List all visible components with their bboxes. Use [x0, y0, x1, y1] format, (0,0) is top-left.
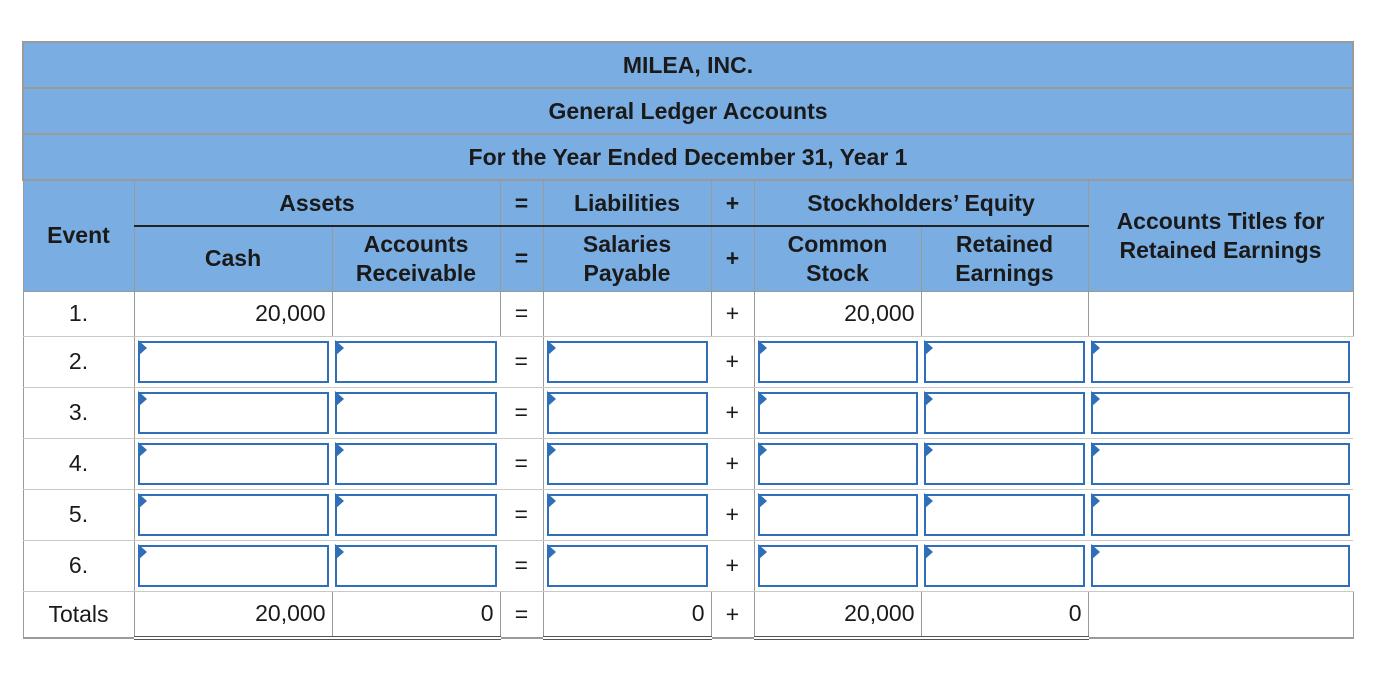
input-marker-icon	[924, 340, 933, 356]
input-marker-icon	[924, 442, 933, 458]
cash-input[interactable]	[134, 387, 332, 438]
table-row	[23, 540, 1353, 591]
equals-sign: =	[500, 591, 543, 638]
total-cash: 20,000	[134, 591, 332, 638]
common-stock-input[interactable]	[754, 489, 921, 540]
retained-earnings-input[interactable]	[921, 438, 1088, 489]
total-common-stock: 20,000	[754, 591, 921, 638]
event-header: Event	[23, 180, 134, 291]
equals-sign: =	[500, 291, 543, 336]
cash-input[interactable]	[134, 489, 332, 540]
ar-input[interactable]	[332, 387, 500, 438]
event-label: 1.	[23, 291, 134, 336]
plus-sign: +	[711, 387, 754, 438]
cash-header: Cash	[134, 226, 332, 291]
liabilities-header: Liabilities	[543, 180, 711, 226]
event-label: 5.	[23, 489, 134, 540]
input-marker-icon	[547, 340, 556, 356]
input-marker-icon	[1091, 493, 1100, 509]
salaries-payable-input[interactable]	[543, 336, 711, 387]
equals-sign: =	[500, 387, 543, 438]
account-title-cell	[1088, 291, 1353, 336]
input-marker-icon	[1091, 544, 1100, 560]
input-marker-icon	[335, 391, 344, 407]
equals-sign: =	[500, 438, 543, 489]
retained-earnings-input[interactable]	[921, 387, 1088, 438]
table-row	[23, 489, 1353, 540]
retained-earnings-input[interactable]	[921, 336, 1088, 387]
total-salaries-payable: 0	[543, 591, 711, 638]
general-ledger-table	[22, 41, 1352, 640]
account-title-select[interactable]	[1088, 540, 1353, 591]
equals-sign: =	[500, 489, 543, 540]
input-marker-icon	[547, 391, 556, 407]
input-marker-icon	[335, 340, 344, 356]
event-label: 4.	[23, 438, 134, 489]
cash-input[interactable]	[134, 540, 332, 591]
input-marker-icon	[138, 442, 147, 458]
input-marker-icon	[335, 544, 344, 560]
table-row	[23, 438, 1353, 489]
equals-sign: =	[500, 540, 543, 591]
input-marker-icon	[758, 391, 767, 407]
input-marker-icon	[758, 340, 767, 356]
ar-input[interactable]	[332, 336, 500, 387]
input-marker-icon	[547, 442, 556, 458]
input-marker-icon	[1091, 340, 1100, 356]
plus-sign: +	[711, 336, 754, 387]
statement-title: General Ledger Accounts	[23, 88, 1353, 134]
company-name: MILEA, INC.	[23, 42, 1353, 88]
input-marker-icon	[335, 442, 344, 458]
input-marker-icon	[758, 493, 767, 509]
plus-sign: +	[711, 540, 754, 591]
input-marker-icon	[547, 493, 556, 509]
equals-sign: =	[500, 336, 543, 387]
input-marker-icon	[547, 544, 556, 560]
plus-subheader: +	[711, 226, 754, 291]
totals-row	[23, 591, 1353, 638]
retained-earnings-input[interactable]	[921, 489, 1088, 540]
account-title-select[interactable]	[1088, 387, 1353, 438]
common-stock-input[interactable]	[754, 336, 921, 387]
retained-earnings-cell	[921, 291, 1088, 336]
input-marker-icon	[138, 340, 147, 356]
ar-input[interactable]	[332, 540, 500, 591]
retained-earnings-header: Retained Earnings	[921, 226, 1088, 291]
ar-input[interactable]	[332, 438, 500, 489]
input-marker-icon	[1091, 391, 1100, 407]
input-marker-icon	[758, 544, 767, 560]
common-stock-header: Common Stock	[754, 226, 921, 291]
plus-sign: +	[711, 291, 754, 336]
retained-earnings-input[interactable]	[921, 540, 1088, 591]
account-titles-header: Accounts Titles for Retained Earnings	[1088, 180, 1353, 291]
input-marker-icon	[335, 493, 344, 509]
plus-sign: +	[711, 591, 754, 638]
salaries-payable-input[interactable]	[543, 387, 711, 438]
account-title-select[interactable]	[1088, 489, 1353, 540]
salaries-payable-input[interactable]	[543, 489, 711, 540]
input-marker-icon	[924, 493, 933, 509]
input-marker-icon	[138, 391, 147, 407]
table-row	[23, 291, 1353, 336]
salaries-payable-input[interactable]	[543, 438, 711, 489]
table-row	[23, 336, 1353, 387]
total-retained-earnings: 0	[921, 591, 1088, 638]
statement-period: For the Year Ended December 31, Year 1	[23, 134, 1353, 180]
event-label: 3.	[23, 387, 134, 438]
plus-header: +	[711, 180, 754, 226]
salaries-payable-header: Salaries Payable	[543, 226, 711, 291]
common-stock-cell: 20,000	[754, 291, 921, 336]
equals-header: =	[500, 180, 543, 226]
input-marker-icon	[138, 544, 147, 560]
totals-title-cell	[1088, 591, 1353, 638]
ar-cell	[332, 291, 500, 336]
stockholders-equity-header: Stockholders’ Equity	[754, 180, 1088, 226]
input-marker-icon	[924, 391, 933, 407]
total-ar: 0	[332, 591, 500, 638]
plus-sign: +	[711, 489, 754, 540]
totals-label: Totals	[23, 591, 134, 638]
cash-input[interactable]	[134, 438, 332, 489]
input-marker-icon	[924, 544, 933, 560]
common-stock-input[interactable]	[754, 387, 921, 438]
account-title-select[interactable]	[1088, 438, 1353, 489]
input-marker-icon	[758, 442, 767, 458]
assets-header: Assets	[134, 180, 500, 226]
input-marker-icon	[1091, 442, 1100, 458]
common-stock-input[interactable]	[754, 438, 921, 489]
salaries-payable-input[interactable]	[543, 540, 711, 591]
equals-subheader: =	[500, 226, 543, 291]
plus-sign: +	[711, 438, 754, 489]
ar-input[interactable]	[332, 489, 500, 540]
table-row	[23, 387, 1353, 438]
account-title-select[interactable]	[1088, 336, 1353, 387]
event-label: 6.	[23, 540, 134, 591]
event-label: 2.	[23, 336, 134, 387]
accounts-receivable-header: Accounts Receivable	[332, 226, 500, 291]
input-marker-icon	[138, 493, 147, 509]
cash-input[interactable]	[134, 336, 332, 387]
common-stock-input[interactable]	[754, 540, 921, 591]
cash-cell: 20,000	[134, 291, 332, 336]
salaries-payable-cell	[543, 291, 711, 336]
